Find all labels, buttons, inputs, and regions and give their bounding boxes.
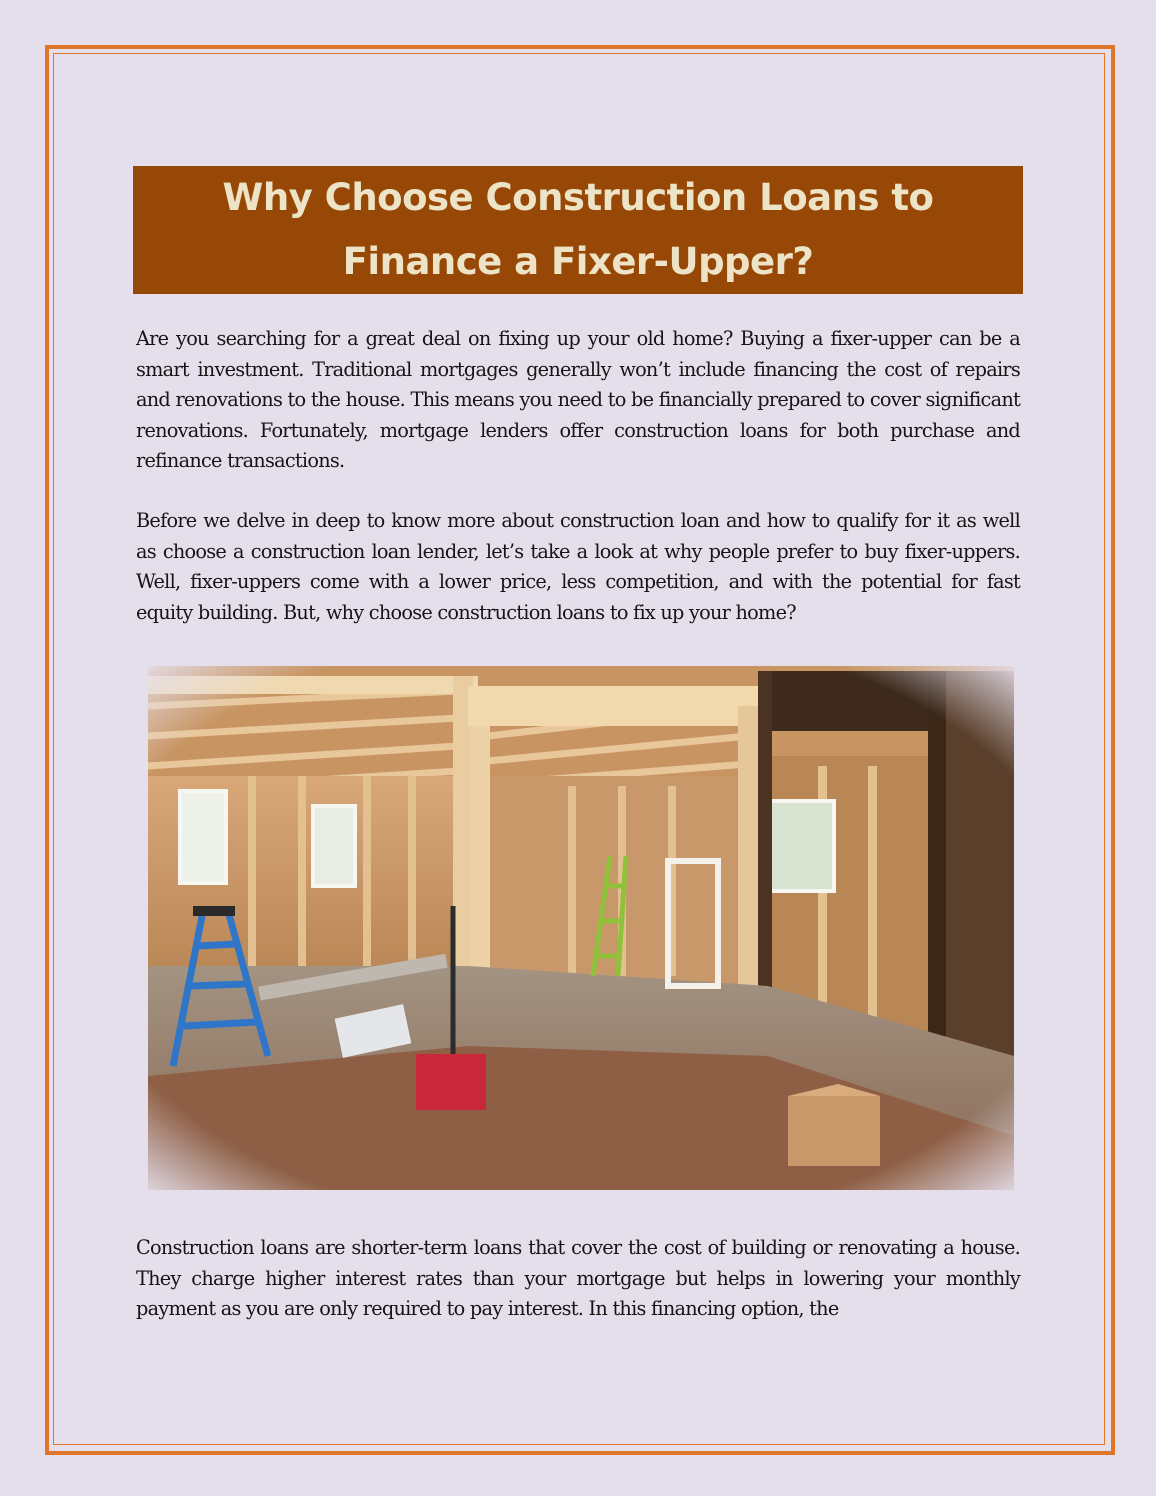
paragraph-why-fixer-uppers: Before we delve in deep to know more about construction loan and how to qualify for it as well as choose a construction loan lender, let’s take a look at why people prefer to buy fixer-uppers. Well, fixer-uppers come with a lower price, less competition, and with the potential for fast equity building. But, why choose construction loans to fix up your home? <box>136 509 1020 624</box>
title-banner <box>133 166 1023 294</box>
construction-interior-photo <box>148 666 1014 1190</box>
page-title: Why Choose Construction Loans to Finance a Fixer-Upper? <box>222 176 934 283</box>
paragraph-intro: Are you searching for a great deal on fixing up your old home? Buying a fixer-upper can be a smart investment. Traditional mortgages generally won’t include financing the cost of repairs and renovations to the house. This means you need to be financially prepared to cover significant renovations. Fortunately, mortgage lenders offer construction loans for both purchase and refinance transactions. <box>136 327 1020 472</box>
paragraph-construction-loans: Construction loans are shorter-term loans that cover the cost of building or renovating a house. They charge higher interest rates than your mortgage but helps in lowering your monthly payment as you are only required to pay interest. In this financing option, the <box>136 1236 1020 1320</box>
